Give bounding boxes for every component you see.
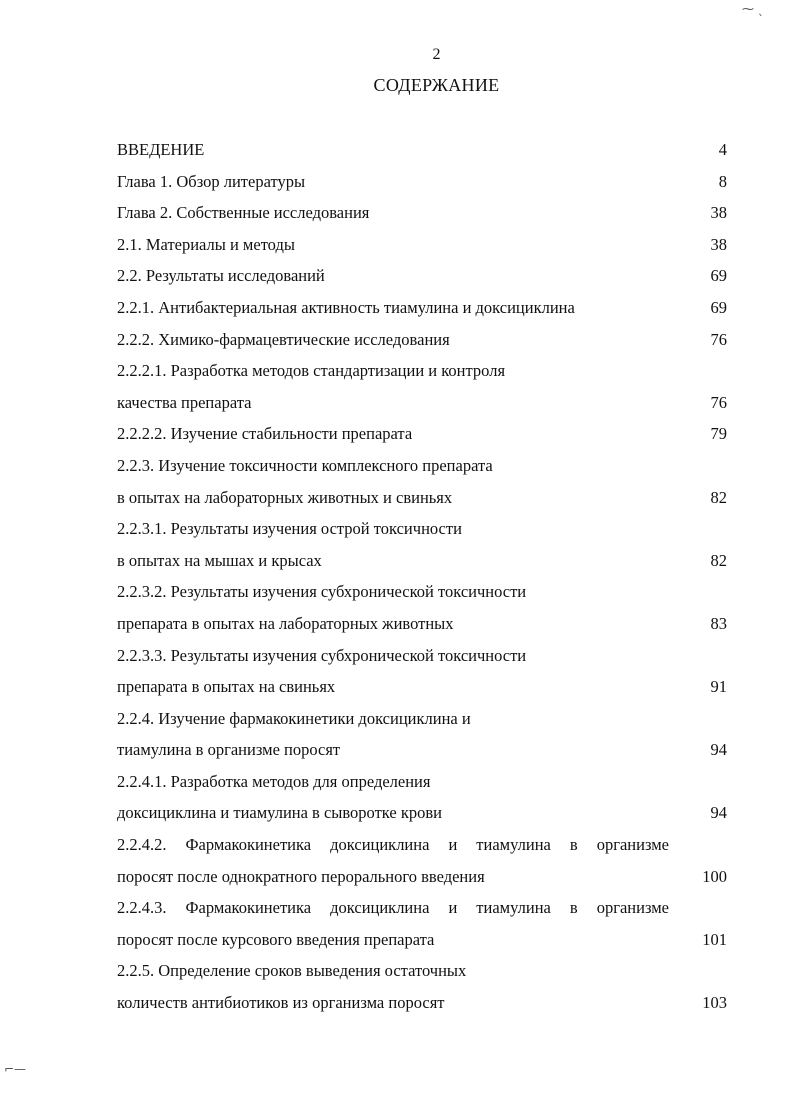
toc-entry-title: поросят после курсового введения препарата xyxy=(117,929,435,949)
toc-entry-title: препарата в опытах на лабораторных животных xyxy=(117,613,454,633)
toc-line xyxy=(117,171,727,203)
toc-entry xyxy=(117,897,727,960)
toc-entry xyxy=(117,139,727,171)
toc-line xyxy=(117,550,727,582)
toc-entry-title: 2.2.2.2. Изучение стабильности препарата xyxy=(117,424,413,444)
toc-entry-title: 2.1. Материалы и методы xyxy=(117,234,295,254)
toc-entry-page: 91 xyxy=(710,677,727,697)
toc-entry-page: 101 xyxy=(702,929,727,949)
toc-entry-title: качества препарата xyxy=(117,392,252,412)
toc-entry-page: 69 xyxy=(710,266,727,286)
toc-line xyxy=(117,234,727,266)
toc-entry-title: доксициклина и тиамулина в сыворотке крови xyxy=(117,803,442,823)
toc-entry-page: 76 xyxy=(710,329,727,349)
toc-line xyxy=(117,708,727,740)
toc-entry-title: поросят после однократного перорального введения xyxy=(117,866,485,886)
toc-entry-title: препарата в опытах на свиньях xyxy=(117,677,336,697)
toc-line xyxy=(117,960,727,992)
toc-entry-page: 69 xyxy=(710,297,727,317)
toc-line xyxy=(117,581,727,613)
toc-line xyxy=(117,202,727,234)
toc-line xyxy=(117,265,727,297)
toc-entry-page: 103 xyxy=(702,993,727,1013)
toc-entry xyxy=(117,265,727,297)
toc-line xyxy=(117,771,727,803)
toc-entry xyxy=(117,455,727,518)
toc-entry-title: 2.2.3.3. Результаты изучения субхронической токсичности xyxy=(117,645,527,665)
toc-entry-page: 79 xyxy=(710,424,727,444)
toc-line xyxy=(117,739,727,771)
toc-line xyxy=(117,487,727,519)
toc-line xyxy=(117,392,727,424)
page-number: 2 xyxy=(432,46,441,63)
toc-entry-page: 94 xyxy=(710,803,727,823)
toc-entry xyxy=(117,960,727,1023)
toc-entry-page: 38 xyxy=(710,203,727,223)
toc-entry xyxy=(117,234,727,266)
toc-entry-title: 2.2.4. Изучение фармакокинетики доксициклина и xyxy=(117,708,471,728)
toc-line xyxy=(117,992,727,1024)
toc-line xyxy=(117,518,727,550)
toc-line xyxy=(117,455,727,487)
toc-entry-title: 2.2.4.1. Разработка методов для определения xyxy=(117,771,431,791)
toc-entry-page: 82 xyxy=(710,487,727,507)
toc-entry-page: 8 xyxy=(718,171,727,191)
page-title: СОДЕРЖАНИЕ xyxy=(373,75,500,95)
toc-entry-title: количеств антибиотиков из организма поросят xyxy=(117,993,445,1013)
toc-line xyxy=(117,929,727,961)
toc-entry-page: 94 xyxy=(710,740,727,760)
scan-artifact: ⌐— xyxy=(4,1062,27,1076)
toc-entry-title: 2.2.1. Антибактериальная активность тиамулина и доксициклина xyxy=(117,297,575,317)
toc-entry xyxy=(117,581,727,644)
toc-line xyxy=(117,423,727,455)
toc-entry-title: 2.2.2. Химико-фармацевтические исследования xyxy=(117,329,450,349)
toc-entry xyxy=(117,771,727,834)
toc-entry-page: 4 xyxy=(718,140,727,159)
toc-entry xyxy=(117,297,727,329)
toc-entry-title: в опытах на мышах и крысах xyxy=(117,550,322,570)
toc-entry-page: 82 xyxy=(710,550,727,570)
toc-line xyxy=(117,802,727,834)
toc-entry xyxy=(117,423,727,455)
toc-entry-page: 100 xyxy=(702,866,727,886)
toc-entry-page: 83 xyxy=(710,613,727,633)
toc-entry xyxy=(117,518,727,581)
toc-entry-title: ВВЕДЕНИЕ xyxy=(117,140,205,159)
toc-entry xyxy=(117,202,727,234)
toc-line xyxy=(117,329,727,361)
toc-entry xyxy=(117,329,727,361)
toc-entry-title: 2.2.5. Определение сроков выведения остаточных xyxy=(117,961,467,981)
toc-line xyxy=(117,297,727,329)
toc-entry xyxy=(117,360,727,423)
table-of-contents xyxy=(117,139,727,1024)
toc-line xyxy=(117,866,727,898)
toc-line xyxy=(117,645,727,677)
toc-entry-title: Глава 1. Обзор литературы xyxy=(117,171,306,191)
toc-entry-page: 76 xyxy=(710,392,727,412)
toc-entry-title: 2.2. Результаты исследований xyxy=(117,266,325,286)
toc-entry-title: Глава 2. Собственные исследования xyxy=(117,203,370,223)
toc-line xyxy=(117,139,727,171)
toc-entry xyxy=(117,171,727,203)
toc-entry-title: 2.2.4.2. Фармакокинетика доксициклина и тиамулина в организме xyxy=(117,835,669,855)
toc-line xyxy=(117,676,727,708)
scan-artifact: ⁓ ˎ xyxy=(742,2,764,16)
toc-line xyxy=(117,613,727,645)
toc-entry-title: 2.2.3.2. Результаты изучения субхронической токсичности xyxy=(117,582,527,602)
toc-line xyxy=(117,360,727,392)
toc-entry-title: 2.2.2.1. Разработка методов стандартизации и контроля xyxy=(117,361,506,381)
toc-entry xyxy=(117,834,727,897)
toc-entry-title: 2.2.3.1. Результаты изучения острой токсичности xyxy=(117,519,462,539)
toc-entry-title: в опытах на лабораторных животных и свиньях xyxy=(117,487,453,507)
toc-entry xyxy=(117,645,727,708)
toc-line xyxy=(117,897,727,929)
toc-entry-title: 2.2.3. Изучение токсичности комплексного препарата xyxy=(117,455,493,475)
toc-entry-title: тиамулина в организме поросят xyxy=(117,740,341,760)
toc-entry-title: 2.2.4.3. Фармакокинетика доксициклина и тиамулина в организме xyxy=(117,898,669,918)
toc-line xyxy=(117,834,727,866)
toc-entry-page: 38 xyxy=(710,234,727,254)
toc-entry xyxy=(117,708,727,771)
